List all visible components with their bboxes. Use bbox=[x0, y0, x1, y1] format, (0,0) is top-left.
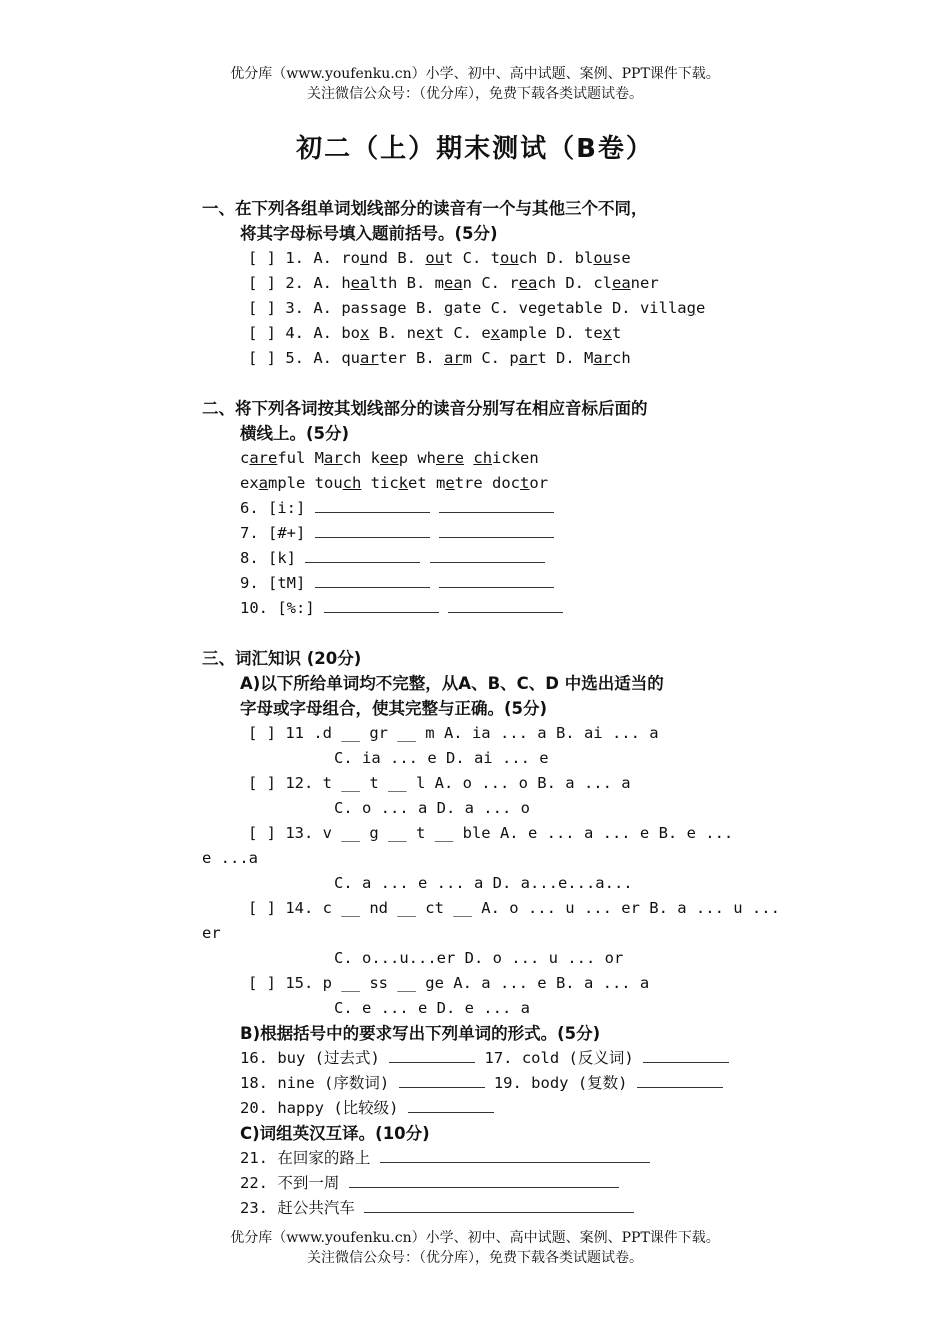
question-16: 16. buy (过去式) bbox=[240, 1049, 380, 1067]
header-line-1: 优分库（www.youfenku.cn）小学、初中、高中试题、案例、PPT课件下载。 bbox=[230, 66, 720, 82]
phonetic-label-6: 6. [i:] bbox=[240, 499, 306, 517]
footer-line-1: 优分库（www.youfenku.cn）小学、初中、高中试题、案例、PPT课件下载。 bbox=[230, 1230, 720, 1246]
part-a-heading-1: A)以下所给单词均不完整，从A、B、C、D 中选出适当的 bbox=[240, 674, 664, 693]
phonetic-row-7 bbox=[202, 521, 802, 546]
answer-blank[interactable] bbox=[349, 1172, 619, 1188]
section1-item-1: [ ] 1. A. round B. out C. touch D. blouse bbox=[248, 249, 631, 267]
section2-heading-1: 二、将下列各词按其划线部分的读音分别写在相应音标后面的 bbox=[202, 399, 648, 418]
section1-heading-2: 将其字母标号填入题前括号。(5分) bbox=[240, 224, 498, 243]
question-19: 19. body (复数) bbox=[493, 1074, 628, 1092]
answer-blank[interactable] bbox=[305, 547, 420, 563]
question-12-options: C. o ... a D. a ... o bbox=[334, 799, 530, 817]
answer-blank[interactable] bbox=[408, 1097, 494, 1113]
answer-blank[interactable] bbox=[637, 1072, 723, 1088]
part-b-heading: B)根据括号中的要求写出下列单词的形式。(5分) bbox=[240, 1024, 601, 1043]
question-23-row bbox=[202, 1196, 802, 1221]
part-a-heading-2: 字母或字母组合，使其完整与正确。(5分) bbox=[240, 699, 548, 718]
question-16-17 bbox=[202, 1046, 802, 1071]
phonetic-row-8 bbox=[202, 546, 802, 571]
question-11-options: C. ia ... e D. ai ... e bbox=[334, 749, 549, 767]
question-18-19 bbox=[202, 1071, 802, 1096]
answer-blank[interactable] bbox=[439, 497, 554, 513]
section2-heading-2: 横线上。(5分) bbox=[240, 424, 350, 443]
header-line-2: 关注微信公众号：（优分库），免费下载各类试题试卷。 bbox=[307, 86, 643, 102]
section3-heading: 三、词汇知识 (20分) bbox=[202, 649, 362, 668]
question-23: 23. 赶公共汽车 bbox=[240, 1199, 355, 1217]
answer-blank[interactable] bbox=[439, 522, 554, 538]
phonetic-label-10: 10. [%:] bbox=[240, 599, 315, 617]
question-17: 17. cold (反义词) bbox=[484, 1049, 634, 1067]
section2-word-list-2: example touch ticket metre doctor bbox=[240, 474, 549, 492]
phonetic-row-9 bbox=[202, 571, 802, 596]
question-15-options: C. e ... e D. e ... a bbox=[334, 999, 530, 1017]
question-13-options: C. a ... e ... a D. a...e...a... bbox=[334, 874, 633, 892]
question-13: [ ] 13. v __ g __ t __ ble A. e ... a ... e B. e ... bbox=[248, 824, 734, 842]
page-footer bbox=[0, 1228, 950, 1268]
section1-item-4: [ ] 4. A. box B. next C. example D. text bbox=[248, 324, 622, 342]
question-22-row bbox=[202, 1171, 802, 1196]
phonetic-row-6 bbox=[202, 496, 802, 521]
question-20: 20. happy (比较级) bbox=[240, 1099, 399, 1117]
answer-blank[interactable] bbox=[315, 497, 430, 513]
answer-blank[interactable] bbox=[389, 1047, 475, 1063]
phonetic-label-8: 8. [k] bbox=[240, 549, 296, 567]
section1-item-5: [ ] 5. A. quarter B. arm C. part D. March bbox=[248, 349, 631, 367]
answer-blank[interactable] bbox=[324, 597, 439, 613]
page-header bbox=[0, 64, 950, 104]
answer-blank[interactable] bbox=[315, 522, 430, 538]
answer-blank[interactable] bbox=[380, 1147, 650, 1163]
answer-blank[interactable] bbox=[315, 572, 430, 588]
answer-blank[interactable] bbox=[399, 1072, 485, 1088]
footer-line-2: 关注微信公众号：（优分库），免费下载各类试题试卷。 bbox=[307, 1250, 643, 1266]
answer-blank[interactable] bbox=[448, 597, 563, 613]
exam-title: 初二（上）期末测试（B卷） bbox=[296, 134, 654, 164]
question-21-row bbox=[202, 1146, 802, 1171]
phonetic-label-7: 7. [#+] bbox=[240, 524, 306, 542]
question-14: [ ] 14. c __ nd __ ct __ A. o ... u ... er B. a ... u ... bbox=[248, 899, 780, 917]
question-14-wrap: er bbox=[202, 924, 221, 942]
answer-blank[interactable] bbox=[439, 572, 554, 588]
question-14-options: C. o...u...er D. o ... u ... or bbox=[334, 949, 624, 967]
part-c-heading: C)词组英汉互译。(10分) bbox=[240, 1124, 430, 1143]
question-22: 22. 不到一周 bbox=[240, 1174, 340, 1192]
question-18: 18. nine (序数词) bbox=[240, 1074, 390, 1092]
section1-item-2: [ ] 2. A. health B. mean C. reach D. cleaner bbox=[248, 274, 659, 292]
section2-word-list-1: careful March keep where chicken bbox=[240, 449, 539, 467]
answer-blank[interactable] bbox=[364, 1197, 634, 1213]
phonetic-label-9: 9. [tM] bbox=[240, 574, 306, 592]
question-20-row bbox=[202, 1096, 802, 1121]
answer-blank[interactable] bbox=[430, 547, 545, 563]
question-12: [ ] 12. t __ t __ l A. o ... o B. a ... a bbox=[248, 774, 631, 792]
question-21: 21. 在回家的路上 bbox=[240, 1149, 371, 1167]
answer-blank[interactable] bbox=[643, 1047, 729, 1063]
question-13-wrap: e ...a bbox=[202, 849, 258, 867]
phonetic-row-10 bbox=[202, 596, 802, 621]
section1-heading-1: 一、在下列各组单词划线部分的读音有一个与其他三个不同， bbox=[202, 199, 648, 218]
section1-item-3: [ ] 3. A. passage B. gate C. vegetable D. village bbox=[248, 299, 706, 317]
question-15: [ ] 15. p __ ss __ ge A. a ... e B. a ... a bbox=[248, 974, 650, 992]
exam-content bbox=[202, 196, 802, 1221]
question-11: [ ] 11 .d __ gr __ m A. ia ... a B. ai ... a bbox=[248, 724, 659, 742]
